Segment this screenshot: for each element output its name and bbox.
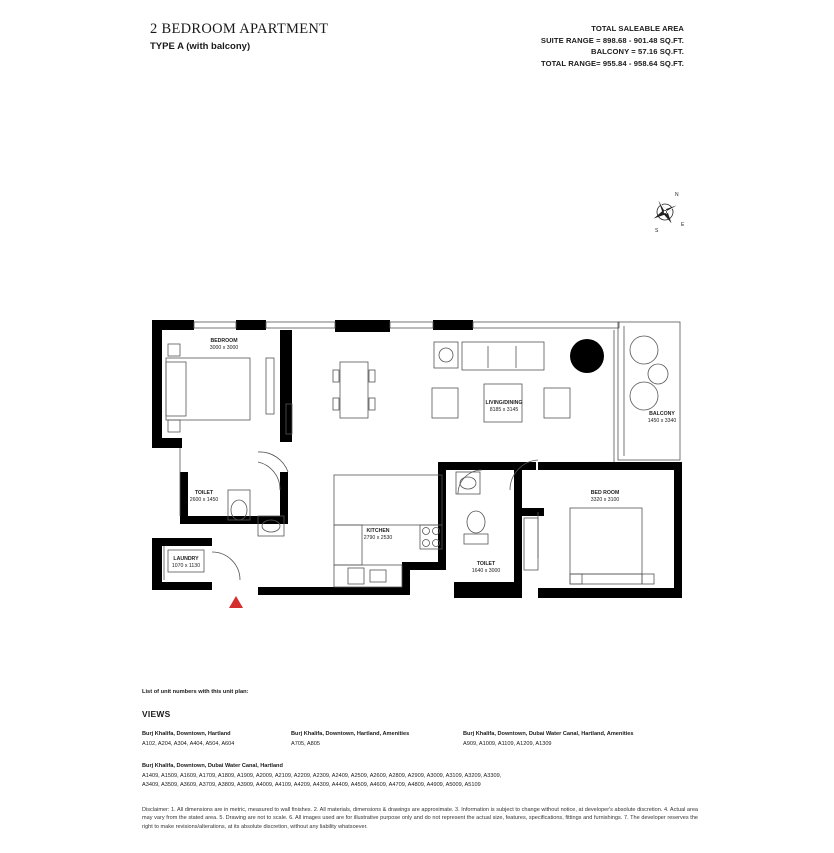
view-group-4: [142, 762, 501, 791]
balcony-area: BALCONY = 57.16 SQ.FT.: [590, 47, 684, 57]
bedroom2-label: BED ROOM: [590, 490, 620, 496]
svg-text:S: S: [655, 228, 659, 234]
view-group-units: A705, A805: [291, 740, 320, 747]
toilet2-label: TOILET: [476, 561, 496, 567]
balcony-label: BALCONY: [649, 411, 675, 417]
view-group-heading: Burj Khalifa, Downtown, Hartland: [142, 731, 231, 737]
toilet1-dim: 2600 x 1450: [189, 497, 219, 503]
toilet1-label: TOILET: [194, 490, 214, 496]
compass-icon: [645, 188, 693, 236]
view-group-units-line2: A3409, A3509, A3609, A3709, A3809, A3909, A4009, A4109, A4209, A4309, A4409, A4509, A4609, A4709, A4809, A4909, A5009, A5109: [142, 782, 481, 788]
plan-title: 2 BEDROOM APARTMENT: [150, 21, 329, 37]
plan-subtitle: TYPE A (with balcony): [150, 41, 251, 52]
area-heading: TOTAL SALEABLE AREA: [591, 24, 684, 33]
bedroom1-dim: 3000 x 3000: [209, 345, 239, 351]
view-group-heading: Burj Khalifa, Downtown, Hartland, Amenities: [291, 731, 410, 737]
kitchen-dim: 2790 x 2530: [363, 535, 393, 541]
balcony-dim: 1450 x 3340: [647, 418, 677, 424]
view-group-heading: Burj Khalifa, Downtown, Dubai Water Canal, Hartland: [142, 763, 283, 769]
view-group-3: [463, 730, 634, 749]
floor-plan: [140, 312, 690, 612]
suite-range: SUITE RANGE = 898.68 - 901.48 SQ.FT.: [540, 35, 684, 45]
view-group-units: A909, A1009, A1109, A1209, A1309: [463, 740, 552, 747]
view-group-units: A102, A204, A304, A404, A504, A604: [142, 740, 235, 747]
living-dim: 8185 x 3145: [489, 407, 519, 413]
laundry-label: LAUNDRY: [173, 556, 199, 562]
total-range: TOTAL RANGE= 955.84 - 958.64 SQ.FT.: [541, 58, 684, 68]
living-label: LIVING/DINING: [485, 400, 523, 406]
bedroom1-label: BEDROOM: [210, 338, 238, 344]
toilet2-dim: 1640 x 3000: [471, 568, 501, 574]
disclaimer: Disclaimer: 1. All dimensions are in metric, measured to wall finishes. 2. All materials, dimensions & drawings are approximate. 3. Information is subject to change without notice, at developer's absolute discretion. 4. Actual area may vary from the stated area. 5. Drawing are not to scale. 6. All images used are for illustrative purpose only and do not represent the actual size, features, specifications, fittings and furnishings. 7. The developer reserves the right to make revisions/alterations, at its absolute discretion, without any liability whatsoever.: [142, 807, 698, 830]
laundry-dim: 1070 x 1130: [171, 563, 201, 569]
svg-text:N: N: [675, 192, 679, 198]
view-group-units: A1409, A1509, A1609, A1709, A1809, A1909, A2009, A2109, A2209, A2309, A2409, A2509, A2609, A2809, A2909, A3009, A3109, A3209, A3309,: [142, 772, 502, 779]
entry-marker-icon: [229, 596, 243, 608]
view-group-2: [291, 730, 409, 749]
view-group-1: [142, 730, 234, 749]
views-heading: VIEWS: [142, 709, 171, 719]
kitchen-label: KITCHEN: [366, 528, 390, 534]
unit-list-label: List of unit numbers with this unit plan:: [142, 689, 249, 695]
bedroom2-dim: 3320 x 3100: [590, 497, 620, 503]
svg-text:E: E: [681, 222, 685, 228]
view-group-heading: Burj Khalifa, Downtown, Dubai Water Canal, Hartland, Amenities: [463, 731, 634, 737]
round-table: [570, 339, 604, 373]
area-summary: [541, 23, 684, 69]
